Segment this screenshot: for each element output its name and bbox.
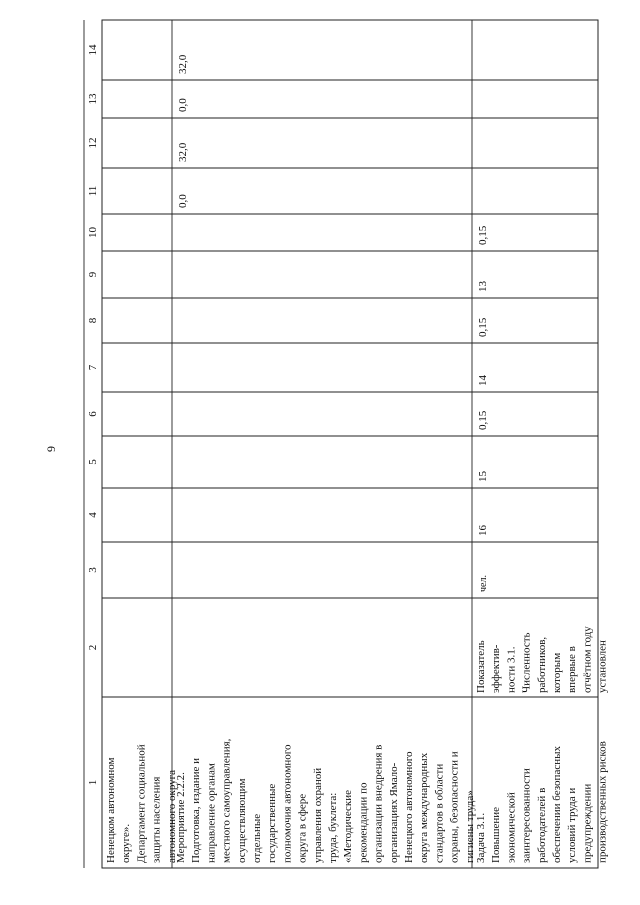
row-3-col1-line: обеспечении безопасных — [551, 746, 563, 863]
row-2-col1-line: гигиены труда» — [463, 790, 476, 863]
column-header-6: 6 — [87, 411, 99, 417]
row-2-col1-line: стандартов в области — [433, 763, 446, 863]
row-2-col1-line: труда, буклета: — [327, 792, 339, 863]
row-1-col1-line: автономного округа — [165, 769, 178, 863]
row-3-col1-line: Повышение — [490, 806, 503, 863]
row-3-value-col6: 0,15 — [477, 410, 489, 430]
row-2-col1-line: Мероприятие 2.2.2. — [175, 772, 187, 863]
row-3-col2-line: ности 3.1. — [505, 646, 518, 693]
column-header-1: 1 — [87, 779, 99, 786]
row-3-col2-line: установлен — [596, 640, 609, 693]
row-3-col2-line: Численность — [520, 632, 533, 693]
row-2-col1-line: округа в сфере — [296, 793, 309, 863]
row-3-col2-line: эффектив- — [490, 644, 503, 693]
row-2-col1-line: осуществляющим — [235, 778, 248, 863]
row-2-col1-line: Ненецкого автономного — [403, 751, 415, 863]
row-3-col2-line: которым — [551, 652, 563, 693]
row-3-col2-line: работников, — [535, 636, 548, 693]
row-2-col1-line: направление органам — [205, 763, 218, 863]
column-header-13: 13 — [87, 93, 99, 105]
row-2-col1-line: рекомендации по — [357, 782, 370, 863]
row-3-value-col4: 16 — [477, 525, 489, 536]
column-header-5: 5 — [87, 459, 99, 465]
row-2-col1-line: охраны, безопасности и — [448, 751, 461, 863]
row-3-col2-line: Показатель — [475, 640, 487, 693]
column-header-7: 7 — [87, 364, 99, 371]
row-2-col1-line: организации внедрения в — [372, 744, 385, 863]
row-2-value-col14: 32,0 — [177, 54, 189, 74]
column-header-9: 9 — [87, 271, 99, 278]
row-3-value-col5: 15 — [477, 471, 489, 482]
column-header-10: 10 — [87, 227, 99, 238]
row-2-col1-line: отдельные — [251, 813, 263, 863]
column-header-14: 14 — [87, 44, 99, 56]
row-1-col1-line: Ненецком автономном — [105, 757, 117, 863]
row-3-col1-line: производственных рисков — [596, 741, 609, 863]
row-2-col1-line: управления охраной — [311, 767, 324, 863]
row-2-col1-line: полномочия автономного — [281, 744, 294, 863]
row-3-value-col10: 0,15 — [477, 225, 489, 245]
row-1-col1-line: Департамент социальной — [135, 744, 148, 863]
row-2-col1-line: округа международных — [418, 752, 431, 863]
row-1-col1-line: защиты населения — [150, 776, 163, 863]
row-2-col1-line: организациях Ямало- — [387, 762, 400, 863]
row-2-value-col13: 0,0 — [177, 98, 189, 112]
row-3-value-col8: 0,15 — [477, 317, 489, 337]
page-number: 9 — [44, 446, 58, 452]
row-3-unit: чел. — [478, 575, 489, 592]
row-1-col1-line: округе». — [120, 823, 133, 863]
row-2-value-col12: 32,0 — [177, 142, 189, 162]
row-3-col1-line: предупреждении — [581, 783, 594, 863]
column-header-3: 3 — [87, 567, 99, 573]
row-3-col1-line: работодателей в — [535, 787, 548, 863]
row-3-value-col9: 13 — [477, 281, 489, 292]
row-2-col1-line: «Методические — [342, 789, 355, 863]
row-2-col1-line: Подготовка, издание и — [190, 757, 203, 863]
row-3-col2-line: впервые в — [566, 646, 579, 693]
row-3-col1-line: условий труда и — [566, 787, 579, 863]
column-header-2: 2 — [87, 644, 99, 651]
column-header-12: 12 — [87, 137, 99, 149]
row-3-col1-line: Задача 3.1. — [475, 812, 487, 863]
row-2-col1-line: государственные — [266, 783, 279, 863]
column-header-11: 11 — [87, 185, 99, 197]
row-2-value-col11: 0,0 — [177, 194, 189, 208]
row-3-value-col7: 14 — [477, 375, 489, 386]
row-2-col1-line: местного самоуправления, — [220, 738, 233, 863]
row-3-col2-line: отчётном году — [581, 626, 594, 693]
row-3-col1-line: экономической — [505, 792, 518, 863]
column-header-8: 8 — [87, 317, 99, 324]
column-header-4: 4 — [87, 512, 99, 518]
row-3-col1-line: заинтересованности — [520, 768, 533, 863]
